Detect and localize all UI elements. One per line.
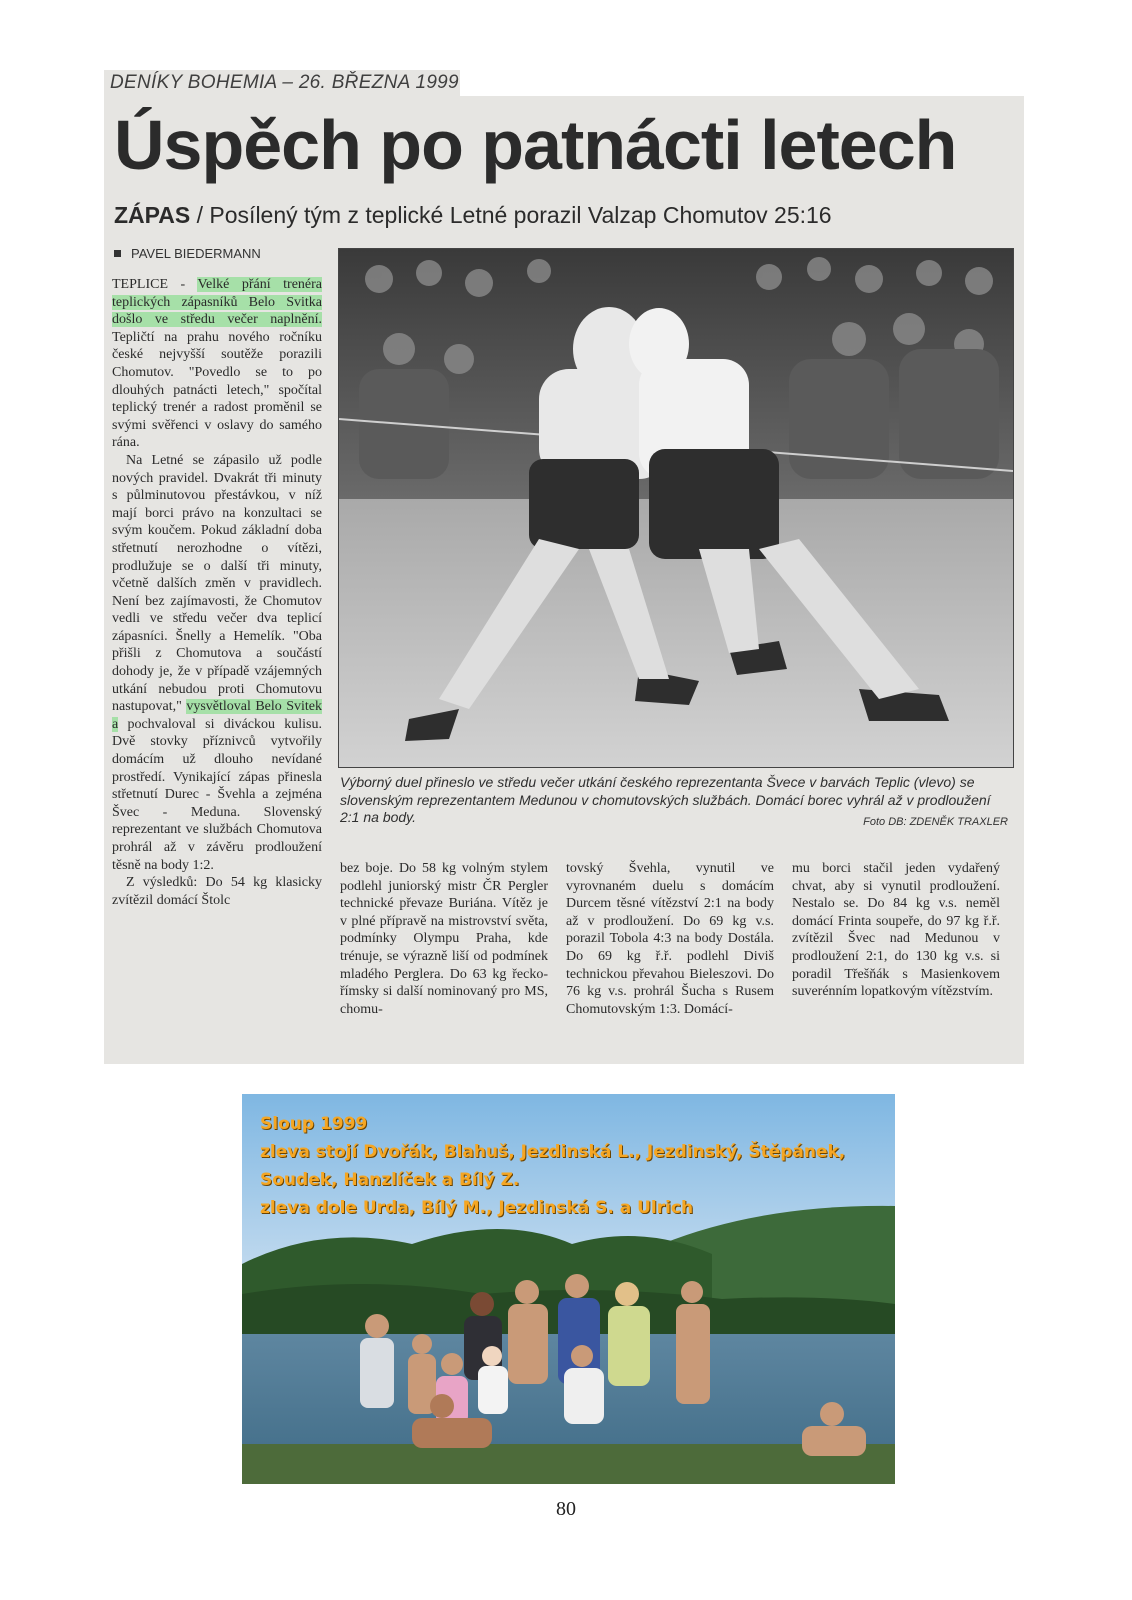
newspaper-clipping [104,96,1024,1064]
paragraph-1 [112,276,322,452]
p1-rest: Tepličtí na prahu nového ročníku české nejvyšší soutěže porazili Chomutov. "Povedlo se to po dlouhých patnácti letech," spočítal teplický trenér a radost proměnil se svými svěřenci v oslavy do samého rána. [112,329,322,451]
photo-credit: Foto DB: ZDENĚK TRAXLER [863,816,1008,828]
p2-highlight: vysvětloval Belo Svitek a [112,699,322,732]
p2-rest: pochvaloval si diváckou kulisu. Dvě stovky příznivců vytvořily domácím už dlouho nevídané prostředí. Vynikající zápas přinesla střetnutí Durec - Švehla a zejména Švec - Meduna. Slovenský reprezentant ve službách Chomutova prohrál až v závěru prodloužení těsně na body 1:2. [112,716,322,873]
wrestling-photo-drawing [339,249,1013,767]
article-column-3 [566,860,774,1018]
subline-separator: / [190,202,210,228]
column-2-text: bez boje. Do 58 kg volným stylem podlehl juniorský mistr ČR Pergler technické převaze Buriána. Vítěz je v plné přípravě na mistrovství světa, podmínky Olympu Praha, kde trénuje, se výrazně liší od podmínek mladého Perglera. Do 63 kg řecko-římsky si další nominovaný pro MS, chomu- [340,861,548,1017]
group-photo-caption [260,1110,845,1222]
wrestling-photo [338,248,1014,768]
article-column-4 [792,860,1000,1001]
p1-lead: TEPLICE - [112,277,198,292]
byline-author: PAVEL BIEDERMANN [131,246,261,261]
paragraph-2 [112,452,322,874]
caption-line-4: zleva dole Urda, Bílý M., Jezdinská S. a Ulrich [260,1198,694,1218]
caption-line-2: zleva stojí Dvořák, Blahuš, Jezdinská L., Jezdinský, Štěpánek, [260,1142,846,1162]
caption-line-3: Soudek, Hanzlíček a Bílý Z. [260,1170,520,1190]
subline-text: Posílený tým z teplické Letné porazil Valzap Chomutov 25:16 [209,202,832,228]
column-3-text: tovský Švehla, vynutil ve vyrovnaném duelu s domácím Durcem těsné vítězství 2:1 na body až v prodloužení. Do 69 kg v.s. porazil Tobola 4:3 na body Dostála. Do 69 kg ř.ř. podlehl Diviš technickou převahou Bieleszovi. Do 76 kg v.s. prohrál Šucha s Rusem Chomutovským 1:3. Domácí- [566,861,774,1017]
page-number: 80 [556,1498,576,1520]
article-headline: Úspěch po patnácti letech [114,106,957,184]
photo-caption: Výborný duel přineslo ve středu večer utkání českého reprezentanta Švece v barvách Teplic (vlevo) se slovenským reprezentantem Medunou v chomutovských službách. Domácí borec vyhrál až v prodloužení 2:1 na body. [340,774,991,825]
article-byline [114,246,261,261]
p1-highlight: Velké přání trenéra teplických zápasníků Belo Svitka došlo ve středu večer naplnění. [112,277,322,328]
group-photo [242,1094,895,1484]
article-subheadline [114,202,832,229]
paragraph-3: Z výsledků: Do 54 kg klasicky zvítězil domácí Štolc [112,875,322,908]
column-4-text: mu borci stačil jeden vydařený chvat, aby si vynutil prodloužení. Nestalo se. Do 84 kg v.s. neměl domácí Frinta soupeře, do 97 kg ř.ř. zvítězil Švec nad Medunou v prodloužení 2:1, do 130 kg v.s. si poradil Třešňák s Masienkovem suverénním lopatkovým vítězstvím. [792,861,1000,1000]
byline-square-icon [114,250,121,257]
article-column-1 [112,276,322,909]
p2-a: Na Letné se zápasilo už podle nových pravidel. Dvakrát tři minuty s půlminutovou přestávkou, v níž mají borci právo na konzultaci se svým koučem. Pokud základní doba střetnutí nerozhodne o vítězi, prodlužuje se o další tři minuty, včetně dalších změn v pravidlech. Není bez zajímavosti, že Chomutov vedli ve středu večer dva teplicí zápasníci. Šnelly a Hemelík. "Oba přišli z Chomutova a součástí dohody je, že v případě vzájemných utkání nebudou proti Chomutovu nastupovat," [112,452,322,715]
subline-category: ZÁPAS [114,202,191,228]
caption-line-1: Sloup 1999 [260,1114,368,1134]
article-column-2 [340,860,548,1018]
newspaper-masthead [104,70,460,98]
masthead-text: DENÍKY BOHEMIA – 26. BŘEZNA 1999 [110,72,459,93]
